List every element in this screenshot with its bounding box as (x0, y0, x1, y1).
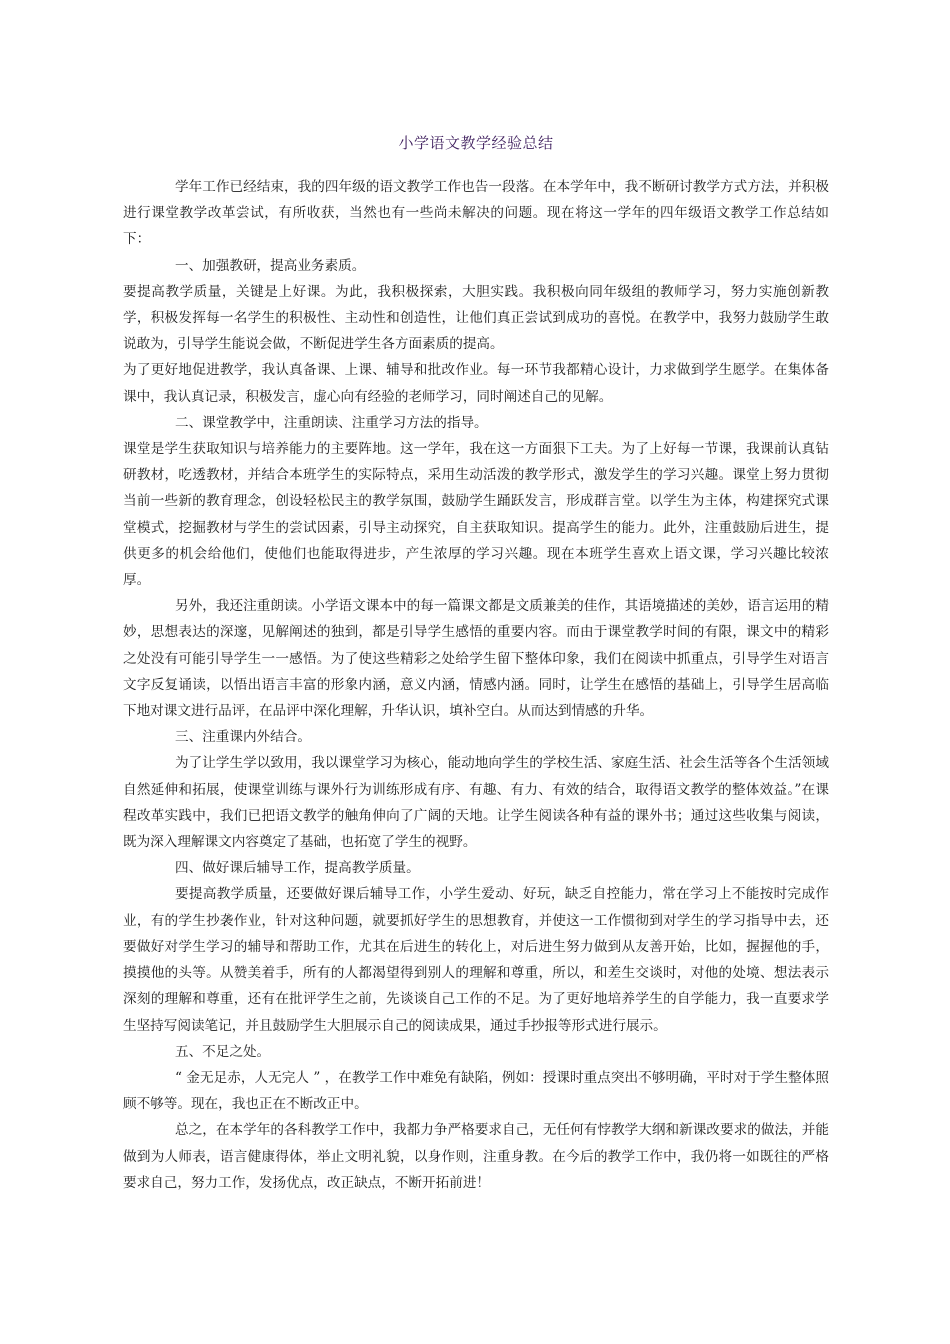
paragraph: 课堂是学生获取知识与培养能力的主要阵地。这一学年，我在这一方面狠下工夫。为了上好每一节课，我课前认真钻研教材，吃透教材，并结合本班学生的实际特点，采用生动活泼的教学形式，激发学生的学习兴趣。课堂上努力贯彻当前一些新的教育理念，创设轻松民主的教学氛围，鼓励学生踊跃发言，形成群言堂。以学生为主体，构建探究式课堂模式，挖掘教材与学生的尝试因素，引导主动探究，自主获取知识。提高学生的能力。此外，注重鼓励后进生，提供更多的机会给他们，使他们也能取得进步，产生浓厚的学习兴趣。现在本班学生喜欢上语文课，学习兴趣比较浓厚。 (123, 441, 829, 589)
section-heading: 五、不足之处。 (175, 1043, 271, 1060)
document-title: 小学语文教学经验总结 (398, 134, 554, 152)
paragraph: 为了更好地促进教学，我认真备课、上课、辅导和批改作业。每一环节我都精心设计，力求做到学生愿学。在集体备课中，我认真记录，积极发言，虚心向有经验的老师学习，同时阐述自己的见解。 (123, 362, 829, 405)
paragraph: 要提高教学质量，关键是上好课。为此，我积极探索，大胆实践。我积极向同年级组的教师学习，努力实施创新教学，积极发挥每一名学生的积极性、主动性和创造性，让他们真正尝试到成功的喜悦。在教学中，我努力鼓励学生敢说敢为，引导学生能说会做，不断促进学生各方面素质的提高。 (123, 283, 829, 353)
document-body (123, 174, 829, 1196)
paragraph: 学年工作已经结束，我的四年级的语文教学工作也告一段落。在本学年中，我不断研讨教学方式方法，并积极进行课堂教学改革尝试，有所收获，当然也有一些尚未解决的问题。现在将这一学年的四年级语文教学工作总结如下： (123, 179, 829, 248)
section-heading: 一、加强教研，提高业务素质。 (175, 257, 366, 274)
section-heading: 四、做好课后辅导工作，提高教学质量。 (175, 860, 420, 877)
section-heading: 二、课堂教学中，注重朗读、注重学习方法的指导。 (175, 414, 488, 431)
section-heading: 三、注重课内外结合。 (175, 729, 311, 746)
paragraph: 总之，在本学年的各科教学工作中，我都力争严格要求自己，无任何有悖教学大纲和新课改要求的做法，并能做到为人师表，语言健康得体，举止文明礼貌，以身作则，注重身教。在今后的教学工作中，我仍将一如既往的严格要求自己，努力工作，发扬优点，改正缺点，不断开拓前进！ (123, 1122, 829, 1191)
paragraph: 为了让学生学以致用，我以课堂学习为核心，能动地向学生的学校生活、家庭生活、社会生活等各个生活领域自然延伸和拓展，使课堂训练与课外行为训练形成有序、有趣、有力、有效的结合，取得语文教学的整体效益。”在课程改革实践中，我们已把语文教学的触角伸向了广阔的天地。让学生阅读各种有益的课外书；通过这些收集与阅读，既为深入理解课文内容奠定了基础，也拓宽了学生的视野。 (123, 755, 829, 851)
paragraph: 另外，我还注重朗读。小学语文课本中的每一篇课文都是文质兼美的佳作，其语境描述的美妙，语言运用的精妙，思想表达的深邃，见解阐述的独到，都是引导学生感悟的重要内容。而由于课堂教学时间的有限，课文中的精彩之处没有可能引导学生一一感悟。为了使这些精彩之处给学生留下整体印象，我们在阅读中抓重点，引导学生对语言文字反复诵读，以悟出语言丰富的形象内涵，意义内涵，情感内涵。同时，让学生在感悟的基础上，引导学生居高临下地对课文进行品评，在品评中深化理解，升华认识，填补空白。从而达到情感的升华。 (123, 598, 829, 720)
paragraph: 要提高教学质量，还要做好课后辅导工作，小学生爱动、好玩，缺乏自控能力，常在学习上不能按时完成作业，有的学生抄袭作业，针对这种问题，就要抓好学生的思想教育，并使这一工作惯彻到对学生的学习指导中去，还要做好对学生学习的辅导和帮助工作，尤其在后进生的转化上，对后进生努力做到从友善开始，比如，握握他的手，摸摸他的头等。从赞美着手，所有的人都渴望得到别人的理解和尊重，所以，和差生交谈时，对他的处境、想法表示深刻的理解和尊重，还有在批评学生之前，先谈谈自己工作的不足。为了更好地培养学生的自学能力，我一直要求学生坚持写阅读笔记，并且鼓励学生大胆展示自己的阅读成果，通过手抄报等形式进行展示。 (123, 886, 829, 1034)
paragraph: “ 金无足赤，人无完人 ” ，在教学工作中难免有缺陷，例如：授课时重点突出不够明确，平时对于学生整体照顾不够等。现在，我也正在不断改正中。 (123, 1069, 829, 1113)
